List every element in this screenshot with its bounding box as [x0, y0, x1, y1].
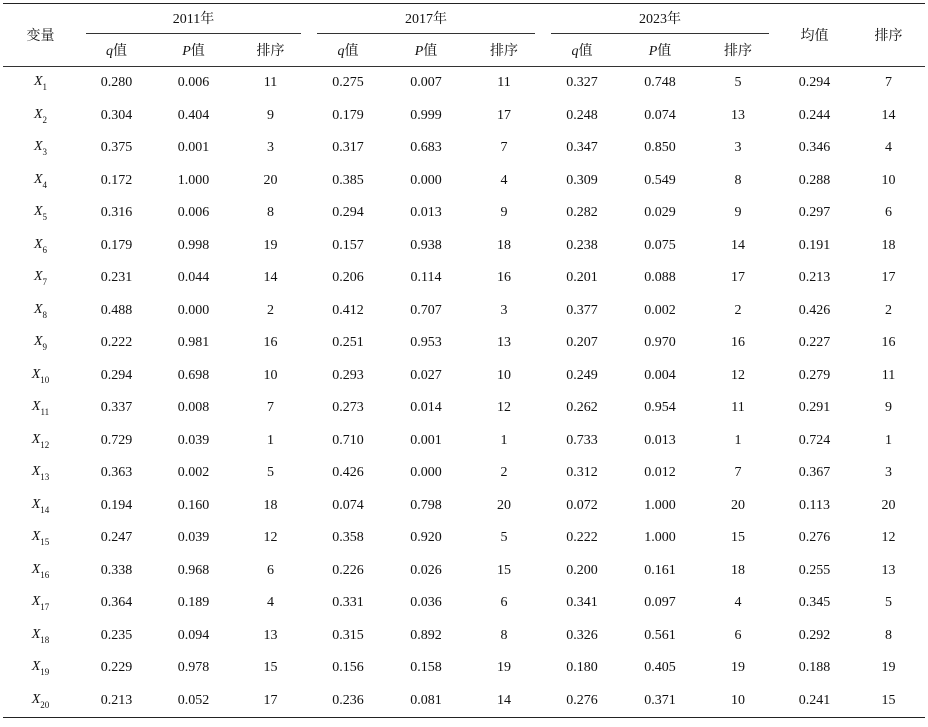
q-value-2011-cell: 0.304	[100, 107, 133, 123]
q-value-2011-cell: 0.194	[100, 497, 133, 513]
variable-cell: $X_{12}$	[31, 431, 50, 450]
q-value-2017-cell: 0.385	[332, 172, 364, 188]
variable-cell: $X_9$	[33, 334, 48, 353]
p-value-2011-cell: 0.044	[177, 270, 210, 286]
q-value-2017-cell: 0.317	[332, 140, 364, 156]
rank-2011-cell: 4	[267, 595, 274, 611]
p-value-2011-cell: 0.998	[177, 237, 210, 253]
p-value-2023-cell: 0.074	[644, 107, 676, 123]
mean-rank-cell: 19	[881, 660, 896, 676]
table-row	[3, 360, 925, 393]
variable-cell: $X_{17}$	[31, 594, 50, 613]
q-value-2011-cell: 0.363	[100, 465, 133, 481]
p-value-2011-cell: 0.968	[177, 562, 210, 578]
q-value-2023-cell: 0.326	[566, 627, 598, 643]
table-row	[3, 392, 925, 425]
rank-2017-cell: 19	[497, 660, 511, 676]
p-value-2017-cell: 0.938	[410, 237, 442, 253]
p-value-2023-cell: 0.012	[644, 465, 676, 481]
p-value-header: P值	[621, 34, 699, 67]
rank-2023-cell: 20	[731, 497, 745, 513]
p-value-2017-cell: 0.026	[410, 562, 442, 578]
p-value-2011-cell: 0.189	[177, 595, 210, 611]
mean-header: 均值	[777, 4, 852, 67]
p-value-2011-cell: 0.094	[177, 627, 210, 643]
rank-2011-cell: 7	[267, 400, 274, 416]
q-value-header: q值	[78, 34, 155, 67]
p-value-2011-cell: 0.404	[177, 107, 210, 123]
mean-value-cell: 0.241	[777, 685, 852, 718]
mean-value-cell: 0.244	[798, 107, 831, 123]
mean-value-cell: 0.288	[798, 172, 831, 188]
rank-2023-cell: 11	[731, 400, 745, 416]
p-value-2023-cell: 0.097	[644, 595, 676, 611]
mean-value-cell: 0.213	[798, 270, 831, 286]
q-value-2023-cell: 0.276	[543, 685, 621, 718]
q-value-2011-cell: 0.247	[100, 530, 133, 546]
year-2011-header: 2011年	[78, 4, 309, 34]
q-value-2023-cell: 0.341	[566, 595, 598, 611]
table-row	[3, 262, 925, 295]
mean-value-cell: 0.426	[798, 302, 831, 318]
q-value-2011-cell: 0.337	[100, 400, 133, 416]
p-value-2011-cell: 0.039	[177, 530, 210, 546]
p-value-2017-cell: 0.013	[410, 205, 442, 221]
p-value-2017-cell: 0.158	[410, 660, 442, 676]
p-value-2011-cell: 0.000	[177, 302, 210, 318]
q-value-2023-cell: 0.207	[566, 335, 598, 351]
q-value-2017-cell: 0.315	[332, 627, 364, 643]
year-2017-header: 2017年	[309, 4, 543, 34]
rank-2023-cell: 2	[734, 302, 742, 318]
p-value-2017-cell: 0.027	[410, 367, 442, 383]
mean-value-cell: 0.276	[798, 530, 831, 546]
rank-2017-cell: 7	[500, 140, 508, 156]
rank-2017-cell: 8	[500, 627, 508, 643]
variable-cell: $X_{18}$	[31, 626, 50, 645]
mean-rank-cell: 2	[885, 302, 892, 318]
q-value-2017-cell: 0.293	[332, 367, 364, 383]
q-value-2023-cell: 0.222	[566, 530, 598, 546]
mean-value-cell: 0.297	[798, 205, 831, 221]
q-value-2023-cell: 0.282	[566, 205, 598, 221]
mean-rank-cell: 14	[881, 107, 896, 123]
p-value-2023-cell: 0.850	[644, 140, 676, 156]
q-value-2023-cell: 0.377	[566, 302, 598, 318]
variable-cell: $X_5$	[33, 204, 48, 223]
rank-2017-cell: 1	[500, 432, 508, 448]
p-value-2017-cell: 0.000	[410, 172, 442, 188]
q-value-2011-cell: 0.338	[100, 562, 133, 578]
rank-2023-cell: 13	[731, 107, 745, 123]
q-value-2017-cell: 0.074	[332, 497, 364, 513]
q-value-2011-cell: 0.213	[78, 685, 155, 718]
mean-rank-cell: 5	[885, 595, 892, 611]
rank-2017-cell: 10	[497, 367, 511, 383]
q-value-2011-cell: 0.280	[100, 75, 133, 91]
variable-cell: $X_{19}$	[31, 659, 50, 678]
mean-value-cell: 0.724	[798, 432, 831, 448]
p-value-header: P值	[155, 34, 232, 67]
mean-value-cell: 0.191	[798, 237, 831, 253]
rank-2011-cell: 3	[267, 140, 274, 156]
rank-2023-cell: 12	[731, 367, 745, 383]
q-value-2023-cell: 0.200	[566, 562, 598, 578]
rank-2023-cell: 4	[734, 595, 742, 611]
variable-cell: $X_{16}$	[31, 561, 50, 580]
rank-2023-cell: 19	[731, 660, 745, 676]
rank-2011-cell: 9	[267, 107, 274, 123]
rank-2011-cell: 16	[263, 335, 278, 351]
p-value-2017-cell: 0.007	[410, 75, 442, 91]
mean-rank-cell: 12	[881, 530, 896, 546]
q-value-2017-cell: 0.236	[309, 685, 387, 718]
q-value-2017-cell: 0.273	[332, 400, 364, 416]
rank-2017-cell: 18	[497, 237, 511, 253]
mean-value-cell: 0.292	[798, 627, 831, 643]
q-value-header: q值	[543, 34, 621, 67]
q-value-2017-cell: 0.179	[332, 107, 364, 123]
q-value-2011-cell: 0.222	[100, 335, 133, 351]
p-value-2017-cell: 0.892	[410, 627, 442, 643]
mean-value-cell: 0.279	[798, 367, 831, 383]
p-value-2023-cell: 0.161	[644, 562, 676, 578]
rank-2011-cell: 15	[263, 660, 278, 676]
p-value-2011-cell: 0.006	[177, 75, 210, 91]
table-row	[3, 652, 925, 685]
variable-cell: $X_{13}$	[31, 464, 50, 483]
q-value-2023-cell: 0.201	[566, 270, 598, 286]
variable-cell: $X_6$	[33, 236, 48, 255]
table-row	[3, 490, 925, 523]
header-row-1	[3, 4, 925, 34]
variable-cell: $X_{11}$	[31, 399, 50, 418]
rank-2011-cell: 14	[263, 270, 278, 286]
rank-2023-cell: 8	[734, 172, 742, 188]
rank-2011-cell: 1	[267, 432, 274, 448]
table-row	[3, 522, 925, 555]
p-value-2023-cell: 0.013	[644, 432, 676, 448]
p-value-2017-cell: 0.683	[410, 140, 442, 156]
mean-value-cell: 0.346	[798, 140, 831, 156]
variable-cell: $X_3$	[33, 139, 48, 158]
rank-2011-cell: 6	[267, 562, 274, 578]
q-value-2023-cell: 0.327	[566, 75, 598, 91]
p-value-2023-cell: 0.405	[644, 660, 676, 676]
rank-2017-cell: 2	[500, 465, 508, 481]
p-value-2023-cell: 0.371	[621, 685, 699, 718]
mean-value-cell: 0.227	[798, 335, 831, 351]
q-value-2017-cell: 0.157	[332, 237, 364, 253]
q-value-2011-cell: 0.375	[100, 140, 133, 156]
rank-2011-cell: 5	[267, 465, 274, 481]
q-value-2011-cell: 0.294	[100, 367, 133, 383]
mean-rank-cell: 20	[881, 497, 896, 513]
table-row	[3, 555, 925, 588]
p-value-2023-cell: 0.088	[644, 270, 676, 286]
rank-header: 排序	[465, 34, 543, 67]
q-value-2011-cell: 0.235	[100, 627, 133, 643]
p-value-2023-cell: 0.549	[644, 172, 676, 188]
p-value-header: P值	[387, 34, 465, 67]
rank-2017-cell: 4	[500, 172, 508, 188]
p-value-2011-cell: 0.039	[177, 432, 210, 448]
p-value-2017-cell: 0.953	[410, 335, 442, 351]
p-value-2023-cell: 0.561	[644, 627, 676, 643]
q-value-2017-cell: 0.275	[332, 75, 364, 91]
p-value-2011-cell: 0.052	[155, 685, 232, 718]
table-row	[3, 327, 925, 360]
p-value-2023-cell: 0.029	[644, 205, 676, 221]
table-row	[3, 100, 925, 133]
mean-value-cell: 0.113	[799, 497, 830, 513]
p-value-2011-cell: 0.698	[177, 367, 210, 383]
mean-rank-cell: 11	[881, 367, 896, 383]
q-value-2011-cell: 0.316	[100, 205, 133, 221]
table-row	[3, 197, 925, 230]
rank-2011-cell: 11	[263, 75, 278, 91]
q-value-2011-cell: 0.488	[100, 302, 133, 318]
p-value-2011-cell: 0.001	[177, 140, 210, 156]
p-value-2017-cell: 0.114	[410, 270, 442, 286]
mean-rank-header: 排序	[852, 4, 925, 67]
rank-2017-cell: 3	[500, 302, 508, 318]
q-value-2023-cell: 0.072	[566, 497, 598, 513]
mean-rank-cell: 4	[885, 140, 892, 156]
table-row	[3, 620, 925, 653]
rank-2023-cell: 17	[731, 270, 745, 286]
variable-cell: $X_4$	[33, 171, 48, 190]
rank-2023-cell: 6	[734, 627, 742, 643]
q-value-header: q值	[309, 34, 387, 67]
rank-2023-cell: 9	[734, 205, 742, 221]
rank-2017-cell: 11	[497, 75, 511, 91]
rank-2011-cell: 12	[263, 530, 278, 546]
p-value-2011-cell: 0.006	[177, 205, 210, 221]
mean-value-cell: 0.345	[798, 595, 831, 611]
mean-rank-cell: 8	[885, 627, 892, 643]
mean-rank-cell: 17	[881, 270, 896, 286]
variable-cell: $X_1$	[33, 74, 48, 93]
rank-2011-cell: 2	[267, 302, 274, 318]
rank-2011-cell: 17	[232, 685, 309, 718]
rank-2011-cell: 20	[263, 172, 278, 188]
p-value-2011-cell: 0.981	[177, 335, 210, 351]
q-value-2011-cell: 0.229	[100, 660, 133, 676]
variable-cell: $X_2$	[33, 106, 48, 125]
rank-2011-cell: 13	[263, 627, 278, 643]
p-value-2011-cell: 1.000	[177, 172, 210, 188]
mean-rank-cell: 15	[852, 685, 925, 718]
q-value-2011-cell: 0.172	[100, 172, 133, 188]
rank-2023-cell: 7	[734, 465, 742, 481]
table-row	[3, 425, 925, 458]
rank-2017-cell: 16	[497, 270, 511, 286]
mean-value-cell: 0.291	[798, 400, 831, 416]
table-row	[3, 295, 925, 328]
rank-2011-cell: 8	[267, 205, 274, 221]
q-value-2017-cell: 0.294	[332, 205, 364, 221]
rank-2017-cell: 5	[500, 530, 508, 546]
p-value-2023-cell: 1.000	[644, 530, 676, 546]
rank-2023-cell: 5	[734, 75, 742, 91]
table-head	[3, 4, 925, 67]
rank-2017-cell: 9	[500, 205, 508, 221]
q-value-2011-cell: 0.729	[100, 432, 133, 448]
rank-2023-cell: 1	[734, 432, 742, 448]
rank-2023-cell: 3	[734, 140, 742, 156]
table-row	[3, 67, 925, 100]
p-value-2023-cell: 0.748	[644, 75, 676, 91]
p-value-2023-cell: 0.002	[644, 302, 676, 318]
q-value-2023-cell: 0.347	[566, 140, 598, 156]
rank-2017-cell: 17	[497, 107, 511, 123]
mean-value-cell: 0.367	[798, 465, 831, 481]
q-value-2023-cell: 0.733	[566, 432, 598, 448]
q-value-2017-cell: 0.156	[332, 660, 364, 676]
rank-2023-cell: 10	[699, 685, 777, 718]
q-value-2011-cell: 0.179	[100, 237, 133, 253]
p-value-2023-cell: 0.004	[644, 367, 676, 383]
mean-value-cell: 0.255	[798, 562, 831, 578]
table-row	[3, 230, 925, 263]
q-value-2023-cell: 0.249	[566, 367, 598, 383]
q-value-2023-cell: 0.180	[566, 660, 598, 676]
q-value-2017-cell: 0.226	[332, 562, 364, 578]
variable-cell: $X_8$	[33, 301, 48, 320]
rank-2017-cell: 13	[497, 335, 511, 351]
q-value-2023-cell: 0.238	[566, 237, 598, 253]
mean-value-cell: 0.294	[798, 75, 831, 91]
rank-2011-cell: 18	[263, 497, 278, 513]
variable-cell: $X_7$	[33, 269, 48, 288]
mean-rank-cell: 3	[885, 465, 892, 481]
p-value-2023-cell: 0.970	[644, 335, 676, 351]
q-value-2017-cell: 0.358	[332, 530, 364, 546]
p-value-2023-cell: 1.000	[644, 497, 676, 513]
q-value-2017-cell: 0.331	[332, 595, 364, 611]
table-row	[3, 165, 925, 198]
p-value-2017-cell: 0.920	[410, 530, 442, 546]
rank-2017-cell: 20	[497, 497, 511, 513]
rank-2017-cell: 6	[500, 595, 508, 611]
table-row	[3, 457, 925, 490]
table-body	[3, 67, 925, 718]
rank-2023-cell: 14	[731, 237, 745, 253]
rank-2017-cell: 12	[497, 400, 511, 416]
q-value-2017-cell: 0.251	[332, 335, 364, 351]
mean-rank-cell: 9	[885, 400, 892, 416]
p-value-2017-cell: 0.798	[410, 497, 442, 513]
rank-2023-cell: 18	[731, 562, 745, 578]
mean-value-cell: 0.188	[798, 660, 831, 676]
p-value-2017-cell: 0.001	[410, 432, 442, 448]
rank-header: 排序	[699, 34, 777, 67]
variable-cell: $X_{10}$	[31, 366, 50, 385]
table-row	[3, 587, 925, 620]
variable-header: 变量	[3, 4, 78, 67]
rank-2023-cell: 15	[731, 530, 745, 546]
p-value-2017-cell: 0.707	[410, 302, 442, 318]
p-value-2011-cell: 0.978	[177, 660, 210, 676]
mean-rank-cell: 1	[885, 432, 892, 448]
p-value-2017-cell: 0.036	[410, 595, 442, 611]
q-value-2023-cell: 0.248	[566, 107, 598, 123]
p-value-2017-cell: 0.000	[410, 465, 442, 481]
p-value-2017-cell: 0.999	[410, 107, 442, 123]
year-2023-header: 2023年	[543, 4, 777, 34]
p-value-2023-cell: 0.954	[644, 400, 676, 416]
mean-rank-cell: 7	[885, 75, 892, 91]
p-value-2011-cell: 0.160	[177, 497, 210, 513]
mean-rank-cell: 18	[881, 237, 896, 253]
q-value-2023-cell: 0.312	[566, 465, 598, 481]
variable-cell: $X_{20}$	[3, 685, 78, 718]
rank-2017-cell: 15	[497, 562, 511, 578]
mean-rank-cell: 16	[881, 335, 896, 351]
p-value-2017-cell: 0.081	[387, 685, 465, 718]
q-value-2017-cell: 0.412	[332, 302, 364, 318]
mean-rank-cell: 6	[885, 205, 892, 221]
table-row	[3, 685, 925, 718]
variable-cell: $X_{15}$	[31, 529, 50, 548]
table-row	[3, 132, 925, 165]
p-value-2011-cell: 0.002	[177, 465, 210, 481]
rank-2011-cell: 19	[263, 237, 278, 253]
mean-rank-cell: 13	[881, 562, 896, 578]
q-value-2017-cell: 0.426	[332, 465, 364, 481]
p-value-2017-cell: 0.014	[410, 400, 442, 416]
q-value-2011-cell: 0.231	[100, 270, 133, 286]
mean-rank-cell: 10	[881, 172, 896, 188]
rank-2017-cell: 14	[465, 685, 543, 718]
rank-2023-cell: 16	[731, 335, 745, 351]
p-value-2023-cell: 0.075	[644, 237, 676, 253]
q-value-2017-cell: 0.710	[332, 432, 364, 448]
rank-2011-cell: 10	[263, 367, 278, 383]
q-value-2011-cell: 0.364	[100, 595, 133, 611]
results-table	[3, 3, 925, 718]
p-value-2011-cell: 0.008	[177, 400, 210, 416]
variable-cell: $X_{14}$	[31, 496, 50, 515]
q-value-2023-cell: 0.309	[566, 172, 598, 188]
rank-header: 排序	[232, 34, 309, 67]
q-value-2017-cell: 0.206	[332, 270, 364, 286]
q-value-2023-cell: 0.262	[566, 400, 598, 416]
